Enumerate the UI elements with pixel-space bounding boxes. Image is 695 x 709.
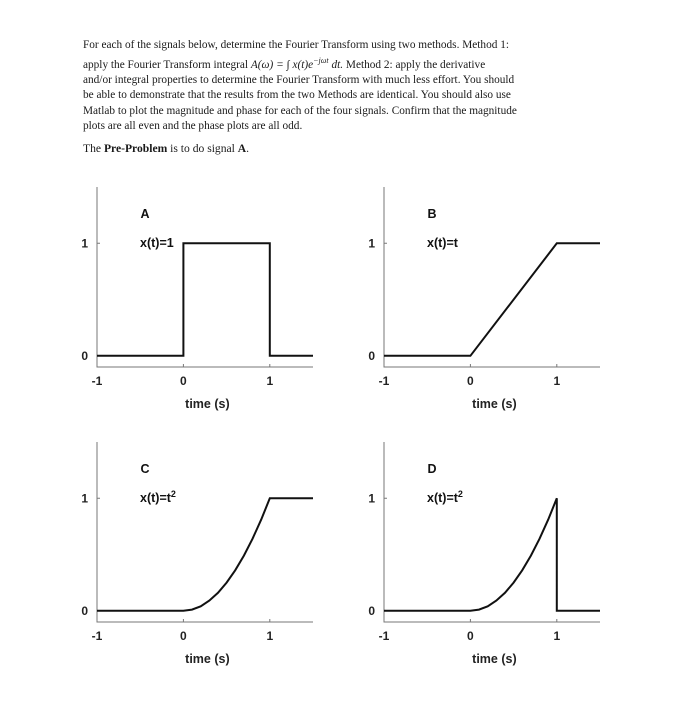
x-tick-label: -1 <box>378 374 390 388</box>
statement-line-3: and/or integral properties to determine the Fourier Transform with much less effort. You should <box>83 74 515 87</box>
y-tick-label: 0 <box>368 603 375 618</box>
statement-line-5: Matlab to plot the magnitude and phase for each of the four signals. Confirm that the magnitude <box>83 104 517 117</box>
signal-line <box>97 498 313 611</box>
y-tick-label: 0 <box>81 348 88 363</box>
statement-line-6: plots are all even and the phase plots are all odd. <box>83 119 303 132</box>
x-tick-label: 1 <box>553 374 561 388</box>
plot-axes <box>97 187 313 367</box>
x-tick-label: 1 <box>266 629 274 643</box>
plot-axes <box>384 187 600 367</box>
statement-line-2: apply the Fourier Transform integral A(ω) = ∫ $x(t)e^{-j\omega t}$ dt. Method 2: apply the derivative <box>83 56 486 71</box>
pre-problem-signal: A <box>237 142 247 155</box>
x-axis-label: time (s) <box>185 397 230 411</box>
x-tick-label: 0 <box>467 629 474 643</box>
y-tick-label: 0 <box>368 348 375 363</box>
x-tick-label: -1 <box>91 374 103 388</box>
statement-line-1: For each of the signals below, determine the Fourier Transform using two methods. Method 1: <box>83 39 509 51</box>
panel-label: B <box>427 207 437 221</box>
signal-formula: x(t)=t <box>427 236 458 250</box>
x-tick-label: -1 <box>91 629 103 643</box>
x-axis-label: time (s) <box>185 652 230 666</box>
pre-problem-note: The Pre-Problem is to do signal A. <box>83 142 250 155</box>
signal-line <box>97 243 313 355</box>
y-tick-label: 1 <box>368 491 375 506</box>
x-tick-label: 0 <box>467 374 474 388</box>
plot-d <box>368 442 600 666</box>
x-tick-label: 0 <box>180 374 187 388</box>
panel-label: C <box>140 462 150 476</box>
x-tick-label: 1 <box>553 629 561 643</box>
signal-formula: $x(t)=t^2$ <box>427 489 463 505</box>
panel-label: D <box>427 462 437 476</box>
plot-b <box>368 187 600 411</box>
x-tick-label: -1 <box>378 629 390 643</box>
signal-formula: $x(t)=t^2$ <box>140 489 176 505</box>
x-axis-label: time (s) <box>472 652 517 666</box>
signal-line <box>384 498 600 611</box>
signal-formula: x(t)=1 <box>140 236 174 250</box>
pre-problem-bold: Pre-Problem <box>103 142 168 155</box>
panel-label: A <box>140 207 150 221</box>
y-tick-label: 1 <box>81 236 88 251</box>
y-tick-label: 1 <box>81 491 88 506</box>
plot-axes <box>384 442 600 622</box>
y-tick-label: 1 <box>368 236 375 251</box>
plot-c <box>81 442 313 666</box>
fourier-integral-formula: A(ω) = ∫ $x(t)e^{-j\omega t}$ dt. <box>250 56 344 71</box>
statement-line-4: be able to demonstrate that the results from the two Methods are identical. You should also use <box>83 89 511 102</box>
plot-axes <box>97 442 313 622</box>
x-axis-label: time (s) <box>472 397 517 411</box>
signal-line <box>384 243 600 355</box>
x-tick-label: 1 <box>266 374 274 388</box>
plot-a <box>81 187 313 411</box>
y-tick-label: 0 <box>81 603 88 618</box>
x-tick-label: 0 <box>180 629 187 643</box>
